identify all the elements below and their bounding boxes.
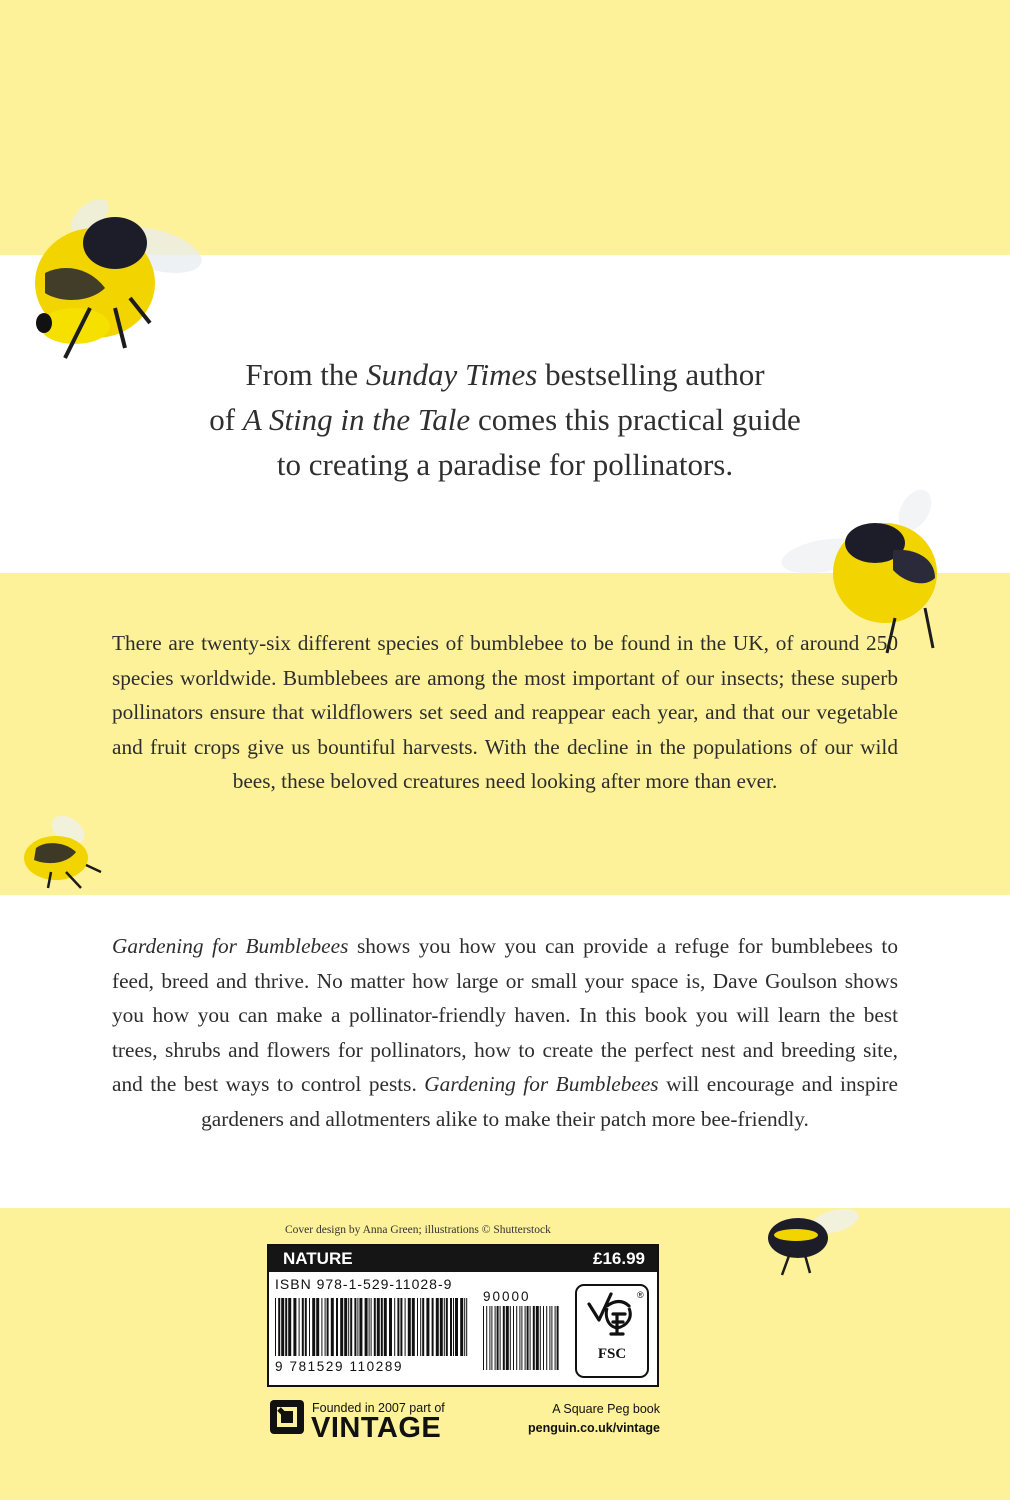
barcode-bar [546,1306,547,1370]
blurb-paragraph-1: There are twenty-six different species of bumblebee to be found in the UK, of around 250 species worldwide. Bumblebees are among the most important of our insects; these superb pollinators ensure that wildflowers set seed and reappear each year, and that our vegetable and fruit crops give us bountiful harvests. With the decline in the populations of our wild bees, these beloved creatures need looking after more than ever. [112,631,898,793]
bumblebee-illustration-right [775,488,950,663]
founded-text: Founded in 2007 part of [312,1401,445,1415]
barcode-bar [521,1306,522,1370]
barcode-bar [422,1298,424,1356]
barcode-bar [420,1298,421,1356]
bumblebee-illustration-top-left [20,188,210,378]
barcode-bar [397,1298,399,1356]
barcode-block [267,1244,659,1387]
barcode-bar [336,1298,338,1356]
barcode-bar [348,1298,349,1356]
barcode-bar [371,1298,372,1356]
barcode-bar [359,1298,362,1356]
barcode-bar [503,1306,505,1370]
barcode-bar [513,1306,514,1370]
barcode-bar [453,1298,454,1356]
barcode-bar [381,1298,383,1356]
barcode-bar [483,1306,484,1370]
barcode-bar [555,1306,556,1370]
barcode-bar [384,1298,387,1356]
barcode-bar [340,1298,343,1356]
barcode-bar [275,1298,276,1356]
barcode-bar [519,1306,520,1370]
barcode-bar [510,1306,511,1370]
cover-credit: Cover design by Anna Green; illustrations © Shutterstock [285,1224,551,1236]
barcode-bar [500,1306,501,1370]
barcode-bar [533,1306,535,1370]
bumblebee-illustration-left-small [6,810,111,890]
barcode-bar [285,1298,287,1356]
barcode-bar [549,1306,550,1370]
barcode-bar [354,1298,356,1356]
barcode-bar [327,1298,329,1356]
book-title: Gardening for Bumblebees [112,934,349,958]
barcode-bar [299,1298,300,1356]
barcode-bar [446,1298,448,1356]
barcode-bar [394,1298,395,1356]
barcode-bar [432,1298,434,1356]
barcode-bar [412,1298,415,1356]
barcode-bar [506,1306,509,1370]
barcode-bar [543,1306,544,1370]
barcode-bar [460,1298,463,1356]
barcode-bar [408,1298,411,1356]
barcode-bar [455,1298,458,1356]
price-label: £16.99 [593,1249,645,1268]
barcode-bar [377,1298,380,1356]
barcode-bar [540,1306,541,1370]
barcode-bar [497,1306,499,1370]
barcode-bar [417,1298,418,1356]
barcode-bar [450,1298,452,1356]
barcode-bar [350,1298,352,1356]
barcode-bar [309,1298,310,1356]
barcode-bar [426,1298,429,1356]
book-title: Gardening for Bumblebees [424,1072,659,1096]
barcode-bar [389,1298,392,1356]
barcode-bar [374,1298,376,1356]
barcode-bar [331,1298,334,1356]
ean-digits: 9 781529 110289 [275,1359,404,1374]
barcode-bar [530,1306,531,1370]
svg-text:®: ® [637,1290,644,1300]
barcode-bar [557,1306,559,1370]
blurb-paragraph-2: Gardening for Bumblebees shows you how you can provide a refuge for bumblebees to feed, breed and thrive. No matter how large or small your space is, Dave Goulson shows you how you can make a pollinator-friendly haven. In this book you will learn the best trees, shrubs and flowers for pollinators, how to create the perfect nest and breeding site, and the best ways to control pests. Gardening for Bumblebees will encourage and inspire gardeners and allotmenters alike to make their patch more bee-friendly. [112,934,898,1131]
barcode-bar [400,1298,402,1356]
barcode-bar [305,1298,307,1356]
barcode-bar [357,1298,358,1356]
vintage-logo-icon [270,1400,304,1434]
barcode-bar [436,1298,439,1356]
barcode-bar [325,1298,326,1356]
barcode-bar [516,1306,517,1370]
barcode-bar [405,1298,406,1356]
tagline: From the Sunday Times bestselling author of A Sting in the Tale comes this practical guide to creating a paradise for pollinators. [209,357,801,482]
barcode-bar [489,1306,490,1370]
barcode-bar [491,1306,492,1370]
barcode-bar [486,1306,487,1370]
barcode-bar [365,1298,368,1356]
barcode-bar [464,1298,465,1356]
barcode-bar [321,1298,322,1356]
ean-barcode [275,1298,475,1358]
fsc-logo: ® FSC [575,1284,649,1378]
barcode-bar [536,1306,539,1370]
barcode-bar [312,1298,315,1356]
barcode-header [269,1246,657,1272]
bumblebee-illustration-bottom-right [760,1203,870,1283]
barcode-bar [369,1298,370,1356]
barcode-bar [278,1298,280,1356]
barcode-bar [527,1306,529,1370]
square-peg-text: A Square Peg book [552,1402,660,1416]
vintage-wordmark: VINTAGE [311,1412,442,1444]
fsc-tree-icon [577,1286,647,1346]
barcode-bar [293,1298,296,1356]
addon-barcode [483,1306,561,1372]
barcode-bar [466,1298,467,1356]
addon-digits: 90000 [483,1289,531,1304]
barcode-bar [551,1306,552,1370]
barcode-bar [281,1298,284,1356]
barcode-bar [444,1298,445,1356]
website-link[interactable]: penguin.co.uk/vintage [528,1421,660,1435]
barcode-bar [344,1298,347,1356]
isbn-text: ISBN 978-1-529-11028-9 [275,1276,453,1292]
barcode-bar [302,1298,304,1356]
barcode-bar [316,1298,319,1356]
barcode-bar [495,1306,496,1370]
barcode-bar [525,1306,526,1370]
barcode-bar [440,1298,443,1356]
barcode-bar [288,1298,291,1356]
category-label: NATURE [283,1249,353,1268]
